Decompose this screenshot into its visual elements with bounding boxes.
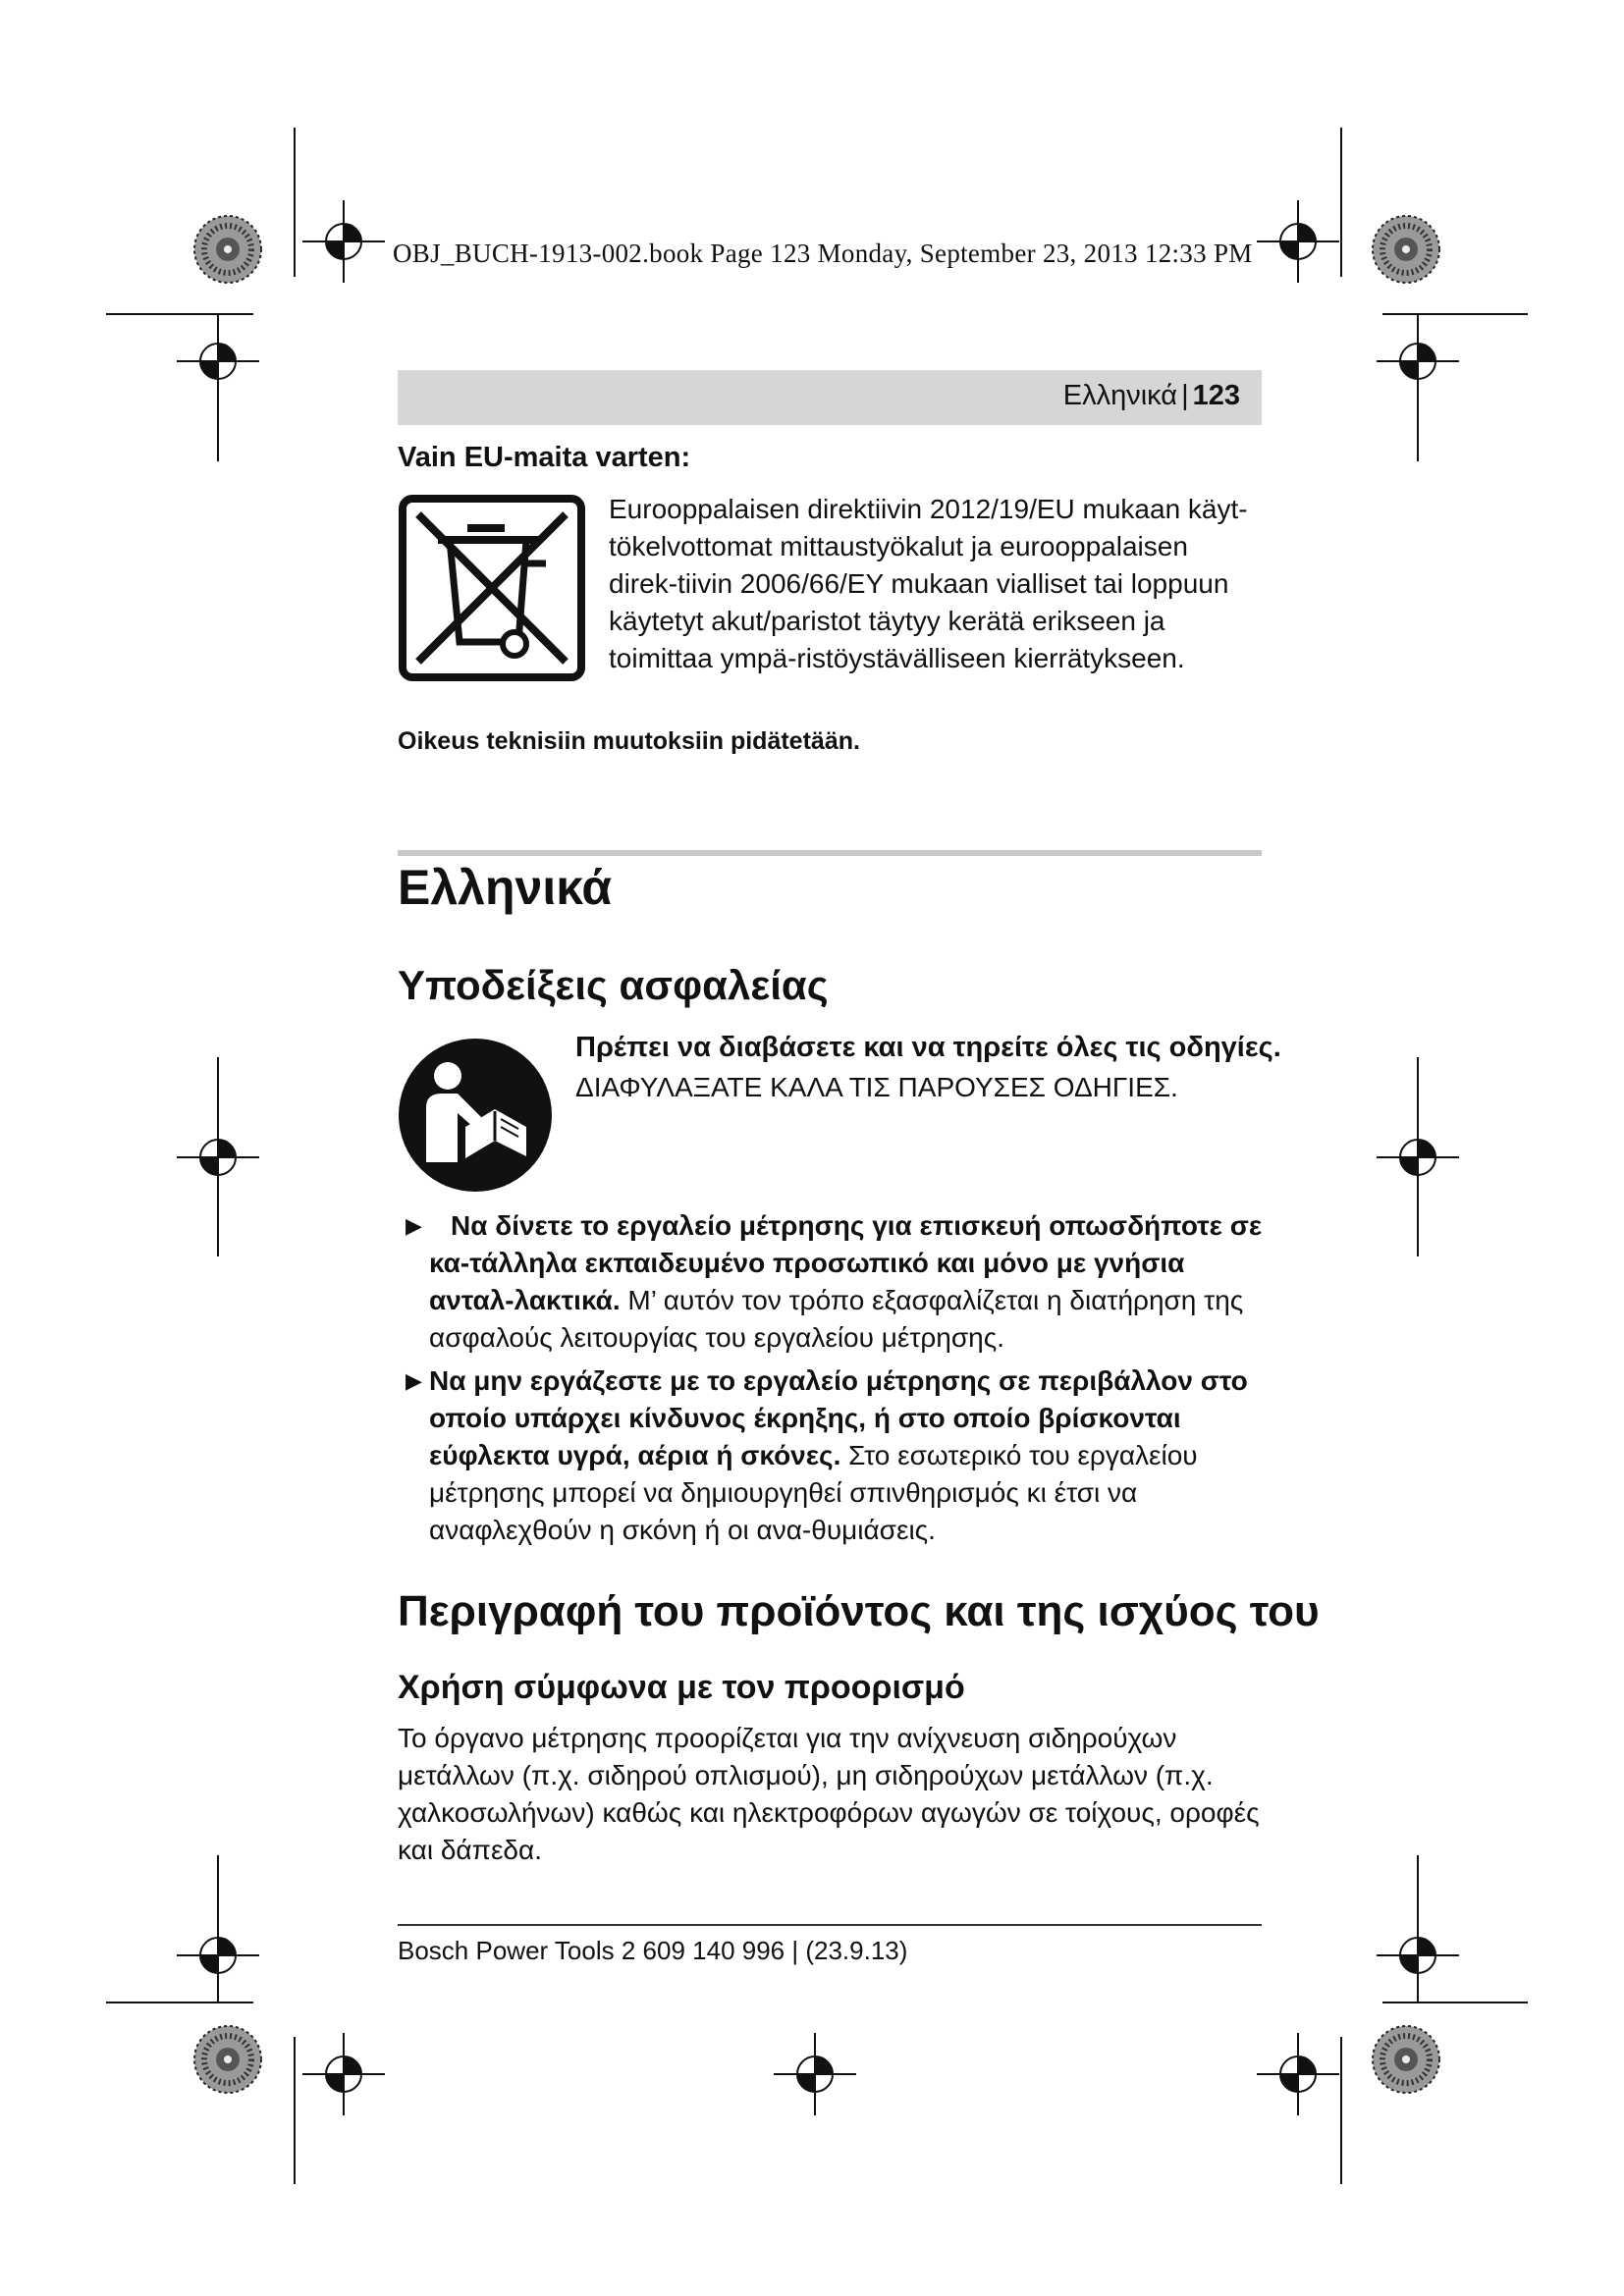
page-number: 123 (1192, 380, 1240, 411)
bullet-normal-text: Στο εσωτερικό του εργαλείου μέτρησης μπορεί να δημιουργηθεί σπινθηρισμός κι έτσι να αναφλεχθούν η σκόνη ή οι ανα-θυμιάσεις. (429, 1440, 1198, 1545)
running-header-language: Ελληνικά (1062, 380, 1178, 411)
section-divider (398, 850, 1262, 856)
eu-only-heading: Vain EU-maita varten: (398, 442, 691, 473)
footer-text: Bosch Power Tools 2 609 140 996 | (23.9.13) (398, 1936, 908, 1965)
safety-bullet-item (398, 1362, 1264, 1549)
star-target-bottom-left (194, 2026, 261, 2093)
crossed-out-wheelie-bin-icon (399, 495, 585, 681)
keep-instructions-notice: ΔΙΑΦΥΛΑΞΑΤΕ ΚΑΛΑ ΤΙΣ ΠΑΡΟΥΣΕΣ ΟΔΗΓΙΕΣ. (575, 1072, 1178, 1102)
product-description-heading: Περιγραφή του προϊόντος και της ισχύος του (398, 1587, 1320, 1635)
language-section-title: Ελληνικά (398, 860, 613, 915)
rights-reserved-notice: Oikeus teknisiin muutoksiin pidätetään. (398, 727, 860, 755)
bullet-normal-text: Μ’ αυτόν τον τρόπο εξασφαλίζεται η διατήρηση της ασφαλούς λειτουργίας του εργαλείου μέτρησης. (429, 1285, 1244, 1353)
safety-heading: Υποδείξεις ασφαλείας (398, 962, 829, 1008)
read-instructions-notice: Πρέπει να διαβάσετε και να τηρείτε όλες τις οδηγίες. (575, 1032, 1281, 1063)
bullet-bold-text: Να μην εργάζεστε με το εργαλείο μέτρησης σε περιβάλλον στο οποίο υπάρχει κίνδυνος έκρηξης, ή στο οποίο βρίσκονται εύφλεκτα υγρά, αέρια ή σκόνες. (429, 1365, 1248, 1470)
safety-bullet-list (398, 1207, 1264, 1555)
safety-bullet-item (398, 1207, 1264, 1357)
intended-use-heading: Χρήση σύμφωνα με τον προορισμό (398, 1669, 965, 1706)
star-target-bottom-right (1373, 2026, 1439, 2093)
bullet-bold-text: Να δίνετε το εργαλείο μέτρησης για επισκευή οπωσδήποτε σε κα-τάλληλα εκπαιδευμένο προσωπικό και μόνο με γνήσια ανταλ-λακτικά. (429, 1210, 1263, 1315)
read-manual-icon (397, 1037, 554, 1194)
running-header-bar (398, 370, 1262, 425)
print-header-line: OBJ_BUCH-1913-002.book Page 123 Monday, September 23, 2013 12:33 PM (393, 239, 1253, 268)
intended-use-text: Το όργανο μέτρησης προορίζεται για την ανίχνευση σιδηρούχων μετάλλων (π.χ. σιδηρού οπλισμού), μη σιδηρούχων μετάλλων (π.χ. χαλκοσωλήνων) καθώς και ηλεκτροφόρων αγωγών σε τοίχους, οροφές και δάπεδα. (398, 1723, 1260, 1865)
star-target-top-left (194, 216, 261, 283)
weee-disposal-text: Eurooppalaisen direktiivin 2012/19/EU mukaan käyt-tökelvottomat mittaustyökalut ja eurooppalaisen direk-tiivin 2006/66/EY mukaan vialliset tai loppuun käytetyt akut/paristot täytyy kerätä erikseen ja toimittaa ympä-ristöystävälliseen kierrätykseen. (609, 494, 1248, 673)
star-target-top-right (1373, 216, 1439, 283)
footer-rule (398, 1924, 1262, 1926)
bullet-triangle-icon: ▶ (406, 1368, 422, 1393)
running-header-separator: | (1181, 380, 1189, 411)
bullet-triangle-icon: ▶ (406, 1213, 422, 1238)
